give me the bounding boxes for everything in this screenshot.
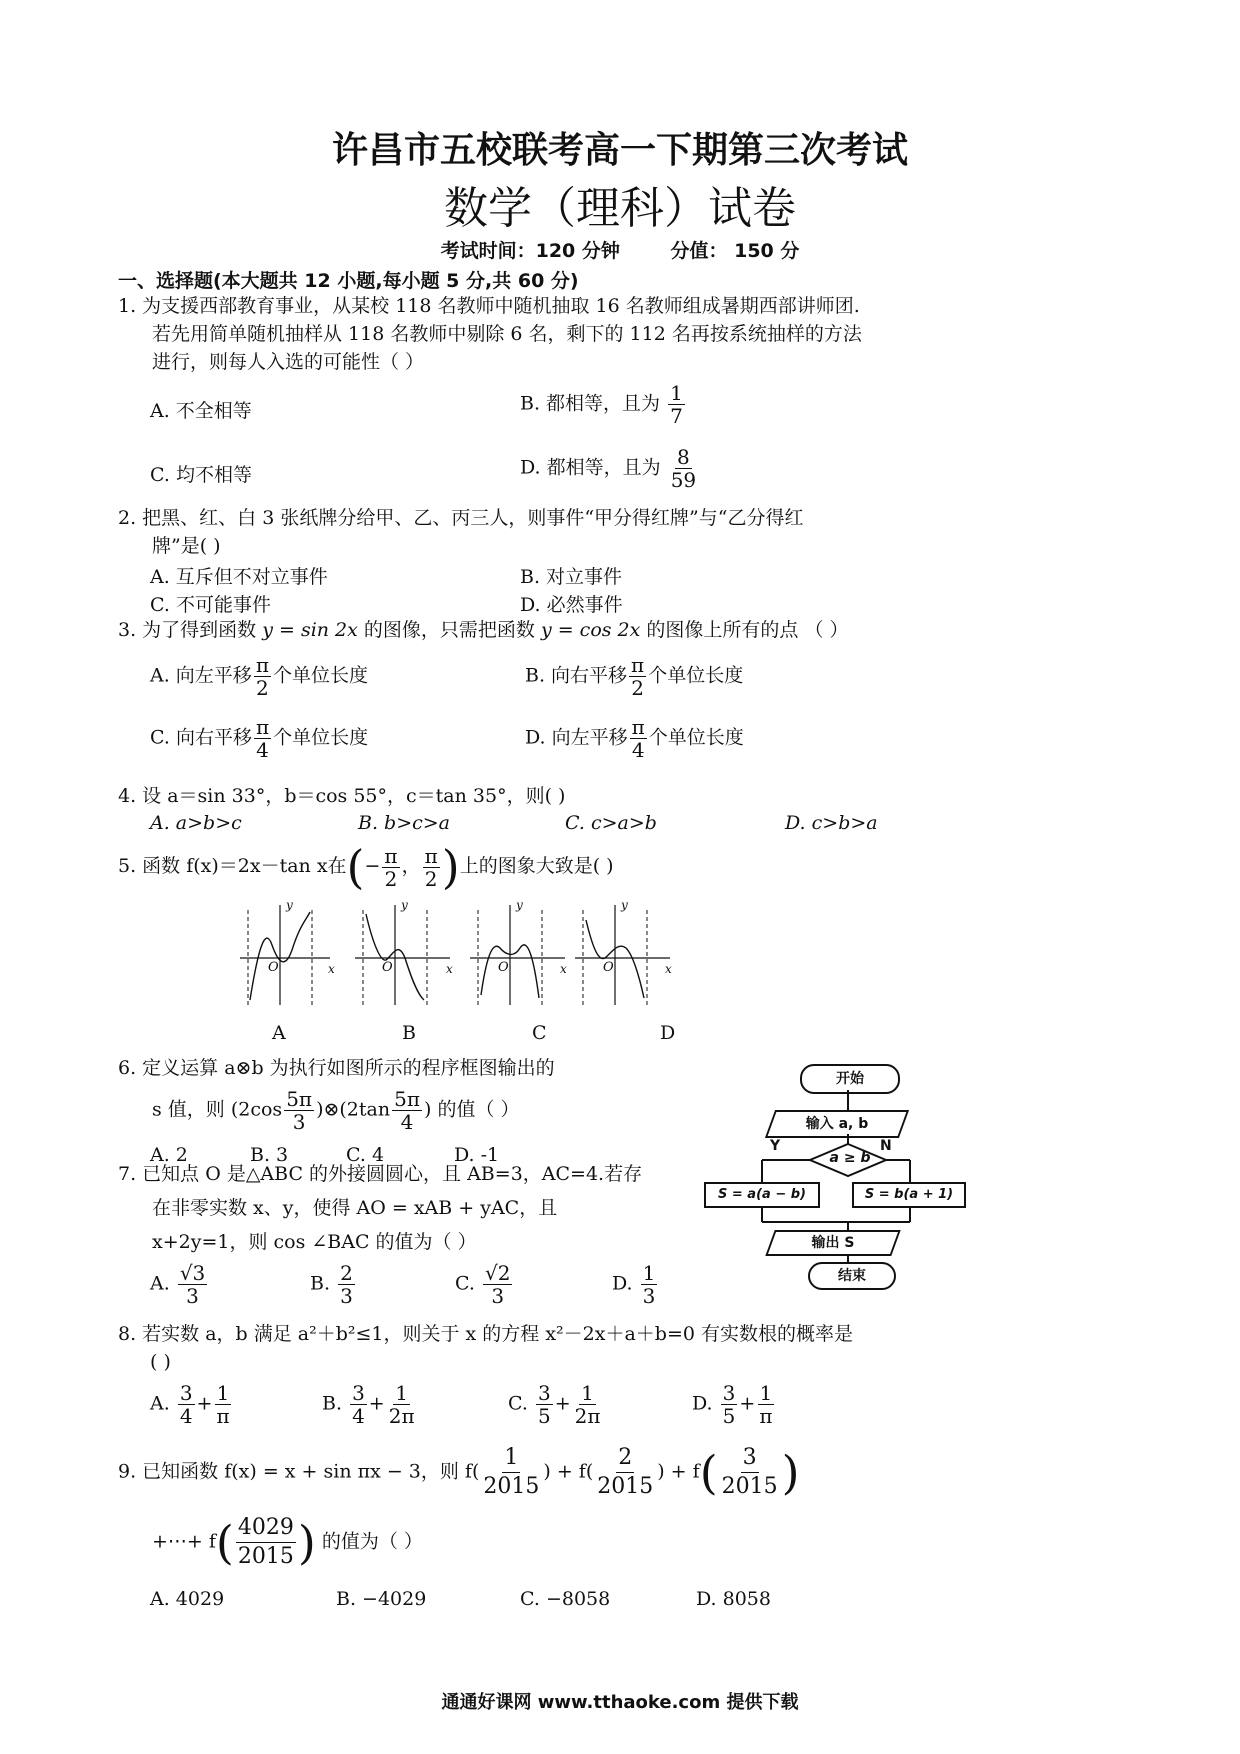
q1-option-d-fraction: $\frac{8}{59}$: [670, 445, 697, 492]
flowchart-end: 结束: [808, 1262, 896, 1290]
flowchart-condition: a ≥ b: [829, 1150, 871, 1166]
graph-a-origin: O: [268, 960, 279, 975]
q1-option-b: [520, 382, 687, 427]
q1-option-d: [520, 446, 700, 491]
graph-c-x-label: x: [560, 962, 567, 976]
q4-option-d: D. c>b>a: [785, 812, 878, 834]
flowchart-output: 输出 S: [765, 1230, 900, 1256]
q8-option-c: C. $\frac{3}{5}$ + $\frac{1}{2\pi}$: [508, 1381, 601, 1428]
q9-line2: +⋯+ f( $\frac{4029}{2015}$ ) 的值为（ ）: [152, 1515, 423, 1570]
q2-line1: 2. 把黑、红、白 3 张纸牌分给甲、乙、丙三人，则事件“甲分得红牌”与“乙分得红: [118, 507, 804, 529]
q7-line3: x+2y=1，则 cos ∠BAC 的值为（ ）: [152, 1231, 477, 1253]
graph-d-x-label: x: [665, 962, 672, 976]
q2-option-d: D. 必然事件: [520, 594, 623, 616]
q7-option-c: C. $\frac{√2}{3}$: [455, 1261, 511, 1308]
q8-line2: ( ): [150, 1351, 171, 1373]
flowchart-right-assign: S = b(a + 1): [852, 1182, 966, 1208]
graph-d-origin: O: [603, 960, 614, 975]
q1-option-d-text: D. 都相等，且为: [520, 456, 661, 479]
q4-option-a: A. a>b>c: [150, 812, 242, 834]
q6-line1: 6. 定义运算 a⊗b 为执行如图所示的程序框图输出的: [118, 1057, 555, 1079]
q8-option-b: B. $\frac{3}{4}$ + $\frac{1}{2\pi}$: [322, 1381, 415, 1428]
graph-d-y-label: y: [621, 898, 628, 912]
q5-stem: 5. 函数 f(x)＝2x－tan x在(− $\frac{\pi}{2}$ ， $\frac{\pi}{2}$ )上的图象大致是( ): [118, 840, 614, 894]
exam-title: 许昌市五校联考高一下期第三次考试: [331, 130, 908, 171]
q3-stem: 3. 为了得到函数 y = sin 2x 的图像，只需把函数 y = cos 2x 的图像上所有的点 （ ）: [118, 619, 849, 641]
q7-option-b: B. $\frac{2}{3}$: [310, 1261, 353, 1308]
q1-option-b-text: B. 都相等，且为: [520, 392, 661, 415]
q7-option-a: A. $\frac{√3}{3}$: [150, 1261, 206, 1308]
q9-option-b: B. −4029: [336, 1588, 427, 1610]
exam-score: 分值： 150 分: [670, 240, 800, 262]
q9-line1: 9. 已知函数 f(x) = x + sin πx − 3，则 f( $\frac{1}{2015}$ ) + f( $\frac{2}{2015}$ ) + f( $\frac{3}{2015}$ ): [118, 1445, 800, 1500]
graph-a-x-label: x: [328, 962, 335, 976]
q7-line2: 在非零实数 x、y，使得 AO = xAB + yAC，且: [152, 1197, 558, 1219]
q1-option-b-fraction: $\frac{1}{7}$: [670, 381, 683, 428]
flowchart-yes: Y: [770, 1138, 781, 1154]
q4-option-b: B. b>c>a: [358, 812, 451, 834]
q1-option-a: A. 不全相等: [150, 400, 252, 422]
q6-line2: s 值，则 (2cos $\frac{5\pi}{3}$ )⊗(2tan $\frac{5\pi}{4}$ ) 的值（ ）: [152, 1087, 520, 1134]
q6-option-b: B. 3: [250, 1144, 289, 1166]
q2-option-c: C. 不可能事件: [150, 594, 271, 616]
q8-option-d: D. $\frac{3}{5}$ + $\frac{1}{\pi}$: [692, 1381, 773, 1428]
flowchart-input: 输入 a, b: [765, 1110, 909, 1138]
q5-label-c: C: [532, 1022, 547, 1044]
graph-b: [355, 905, 450, 1005]
flowchart-left-assign: S = a(a − b): [704, 1182, 820, 1208]
q2-option-a: A. 互斥但不对立事件: [150, 566, 328, 588]
q1-line1: 1. 为支援西部教育事业，从某校 118 名教师中随机抽取 16 名教师组成暑期西部讲师团.: [118, 295, 860, 317]
exam-meta: [0, 236, 1240, 263]
q7-option-d: D. $\frac{1}{3}$: [612, 1261, 656, 1308]
q1-line2: 若先用简单随机抽样从 118 名教师中剔除 6 名，剩下的 112 名再按系统抽样的方法: [152, 323, 862, 345]
q3-option-c: C. 向右平移 $\frac{\pi}{4}$ 个单位长度: [150, 715, 369, 762]
q5-label-d: D: [660, 1022, 676, 1044]
exam-subtitle: 数学（理科）试卷: [444, 183, 796, 234]
q9-option-d: D. 8058: [696, 1588, 771, 1610]
graph-d: [575, 905, 670, 1005]
exam-time: 考试时间：120 分钟: [440, 240, 620, 262]
graph-c-origin: O: [498, 960, 509, 975]
q3-option-d: D. 向左平移 $\frac{\pi}{4}$ 个单位长度: [525, 715, 744, 762]
q1-option-c: C. 均不相等: [150, 464, 252, 486]
graph-b-origin: O: [382, 960, 393, 975]
q6-option-d: D. -1: [454, 1144, 500, 1166]
q8-line1: 8. 若实数 a，b 满足 a²＋b²≤1，则关于 x 的方程 x²－2x＋a＋b=0 有实数根的概率是: [118, 1323, 854, 1345]
flowchart-no: N: [880, 1138, 892, 1154]
q5-graphs: [230, 900, 720, 1040]
q6-option-c: C. 4: [346, 1144, 385, 1166]
q5-label-b: B: [402, 1022, 416, 1044]
graph-c-y-label: y: [516, 898, 523, 912]
q6-option-a: A. 2: [150, 1144, 188, 1166]
graph-b-y-label: y: [401, 898, 408, 912]
section-heading: 一、选择题(本大题共 12 小题,每小题 5 分,共 60 分): [118, 270, 579, 292]
q2-option-b: B. 对立事件: [520, 566, 623, 588]
flowchart-start: 开始: [800, 1064, 900, 1094]
q3-option-b: B. 向右平移 $\frac{\pi}{2}$ 个单位长度: [525, 653, 744, 700]
graph-b-x-label: x: [446, 962, 453, 976]
graph-a-y-label: y: [286, 898, 293, 912]
q9-option-a: A. 4029: [150, 1588, 225, 1610]
q4-option-c: C. c>a>b: [565, 812, 657, 834]
graph-c: [470, 905, 565, 1005]
graph-a: [240, 905, 330, 1005]
q2-line2: 牌”是( ): [152, 535, 221, 557]
q9-option-c: C. −8058: [520, 1588, 611, 1610]
footer-watermark: 通通好课网 www.tthaoke.com 提供下载: [441, 1692, 799, 1713]
q5-label-a: A: [272, 1022, 286, 1044]
q1-line3: 进行，则每人入选的可能性（ ）: [152, 351, 425, 373]
q3-option-a: A. 向左平移 $\frac{\pi}{2}$ 个单位长度: [150, 653, 368, 700]
q4-stem: 4. 设 a＝sin 33°，b＝cos 55°，c＝tan 35°，则( ): [118, 785, 566, 807]
q8-option-a: A. $\frac{3}{4}$ + $\frac{1}{\pi}$: [150, 1381, 230, 1428]
q7-line1: 7. 已知点 O 是△ABC 的外接圆圆心，且 AB=3，AC=4.若存: [118, 1163, 643, 1185]
